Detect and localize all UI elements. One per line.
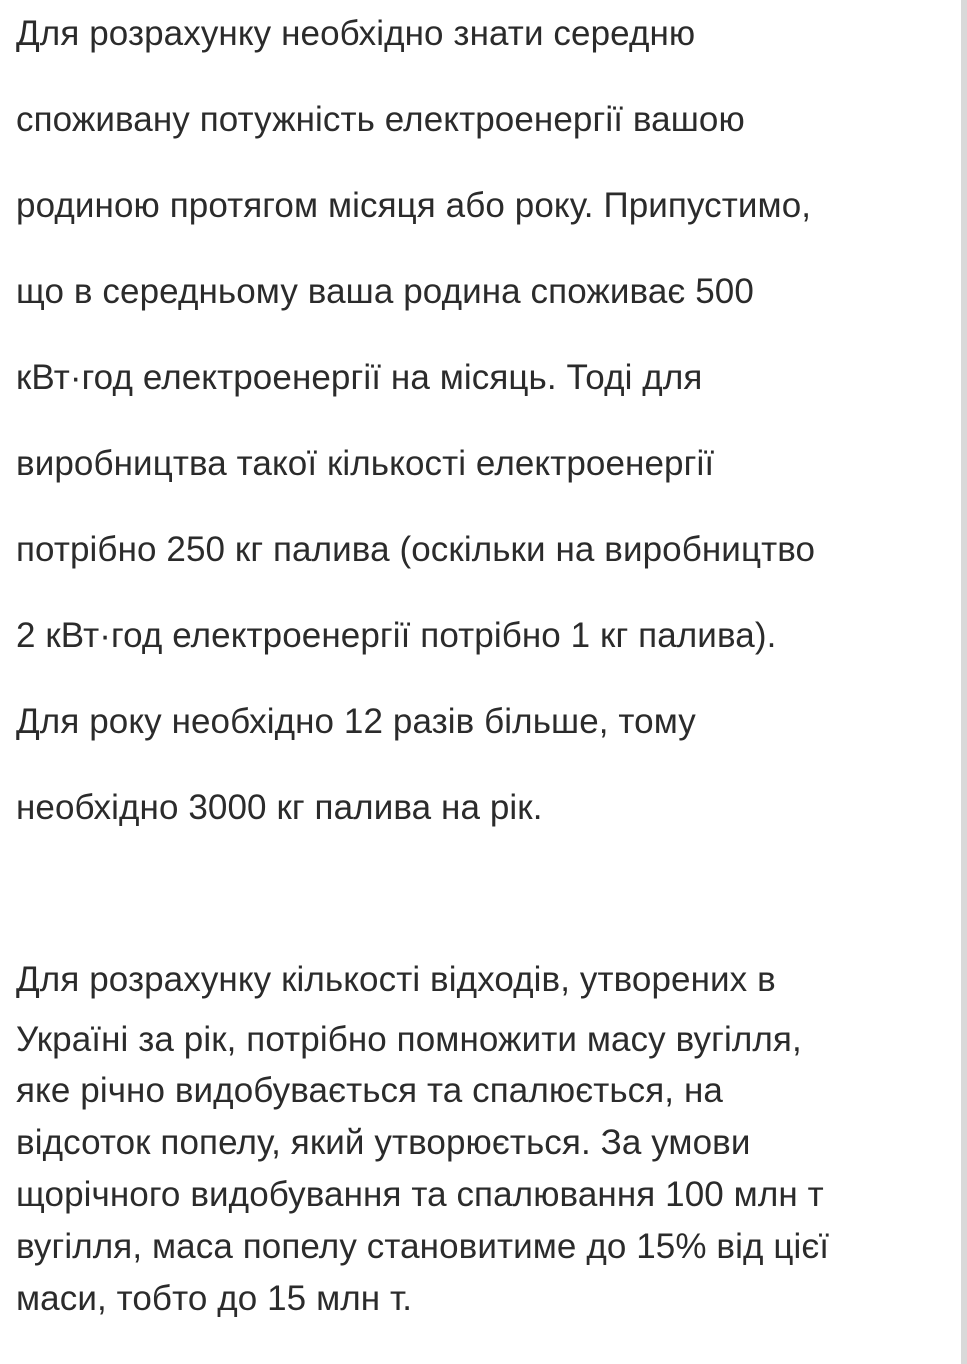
page-edge-divider	[961, 0, 967, 1364]
text-line: Для розрахунку кількості відходів, утворених в	[16, 960, 776, 999]
text-line: вугілля, маса попелу становитиме до 15% від цієї	[16, 1227, 830, 1266]
text-line: необхідно 3000 кг палива на рік.	[16, 788, 543, 827]
text-line: Україні за рік, потрібно помножити масу вугілля,	[16, 1020, 802, 1059]
text-line: 2 кВт·год електроенергії потрібно 1 кг палива).	[16, 616, 777, 655]
text-line: потрібно 250 кг палива (оскільки на виробництво	[16, 530, 816, 569]
text-line: родиною протягом місяця або року. Припустимо,	[16, 186, 812, 225]
text-line: що в середньому ваша родина споживає 500	[16, 272, 754, 311]
text-line: маси, тобто до 15 млн т.	[16, 1279, 413, 1318]
text-line: споживану потужність електроенергії вашою	[16, 100, 745, 139]
text-line: виробництва такої кількості електроенергії	[16, 444, 715, 483]
text-line: Для року необхідно 12 разів більше, тому	[16, 702, 696, 741]
text-line: яке річно видобувається та спалюється, на	[16, 1071, 723, 1110]
text-line: Для розрахунку необхідно знати середню	[16, 14, 696, 53]
text-line: відсоток попелу, який утворюється. За умови	[16, 1123, 751, 1162]
text-line: щорічного видобування та спалювання 100 млн т	[16, 1175, 824, 1214]
text-line: кВт·год електроенергії на місяць. Тоді для	[16, 358, 703, 397]
